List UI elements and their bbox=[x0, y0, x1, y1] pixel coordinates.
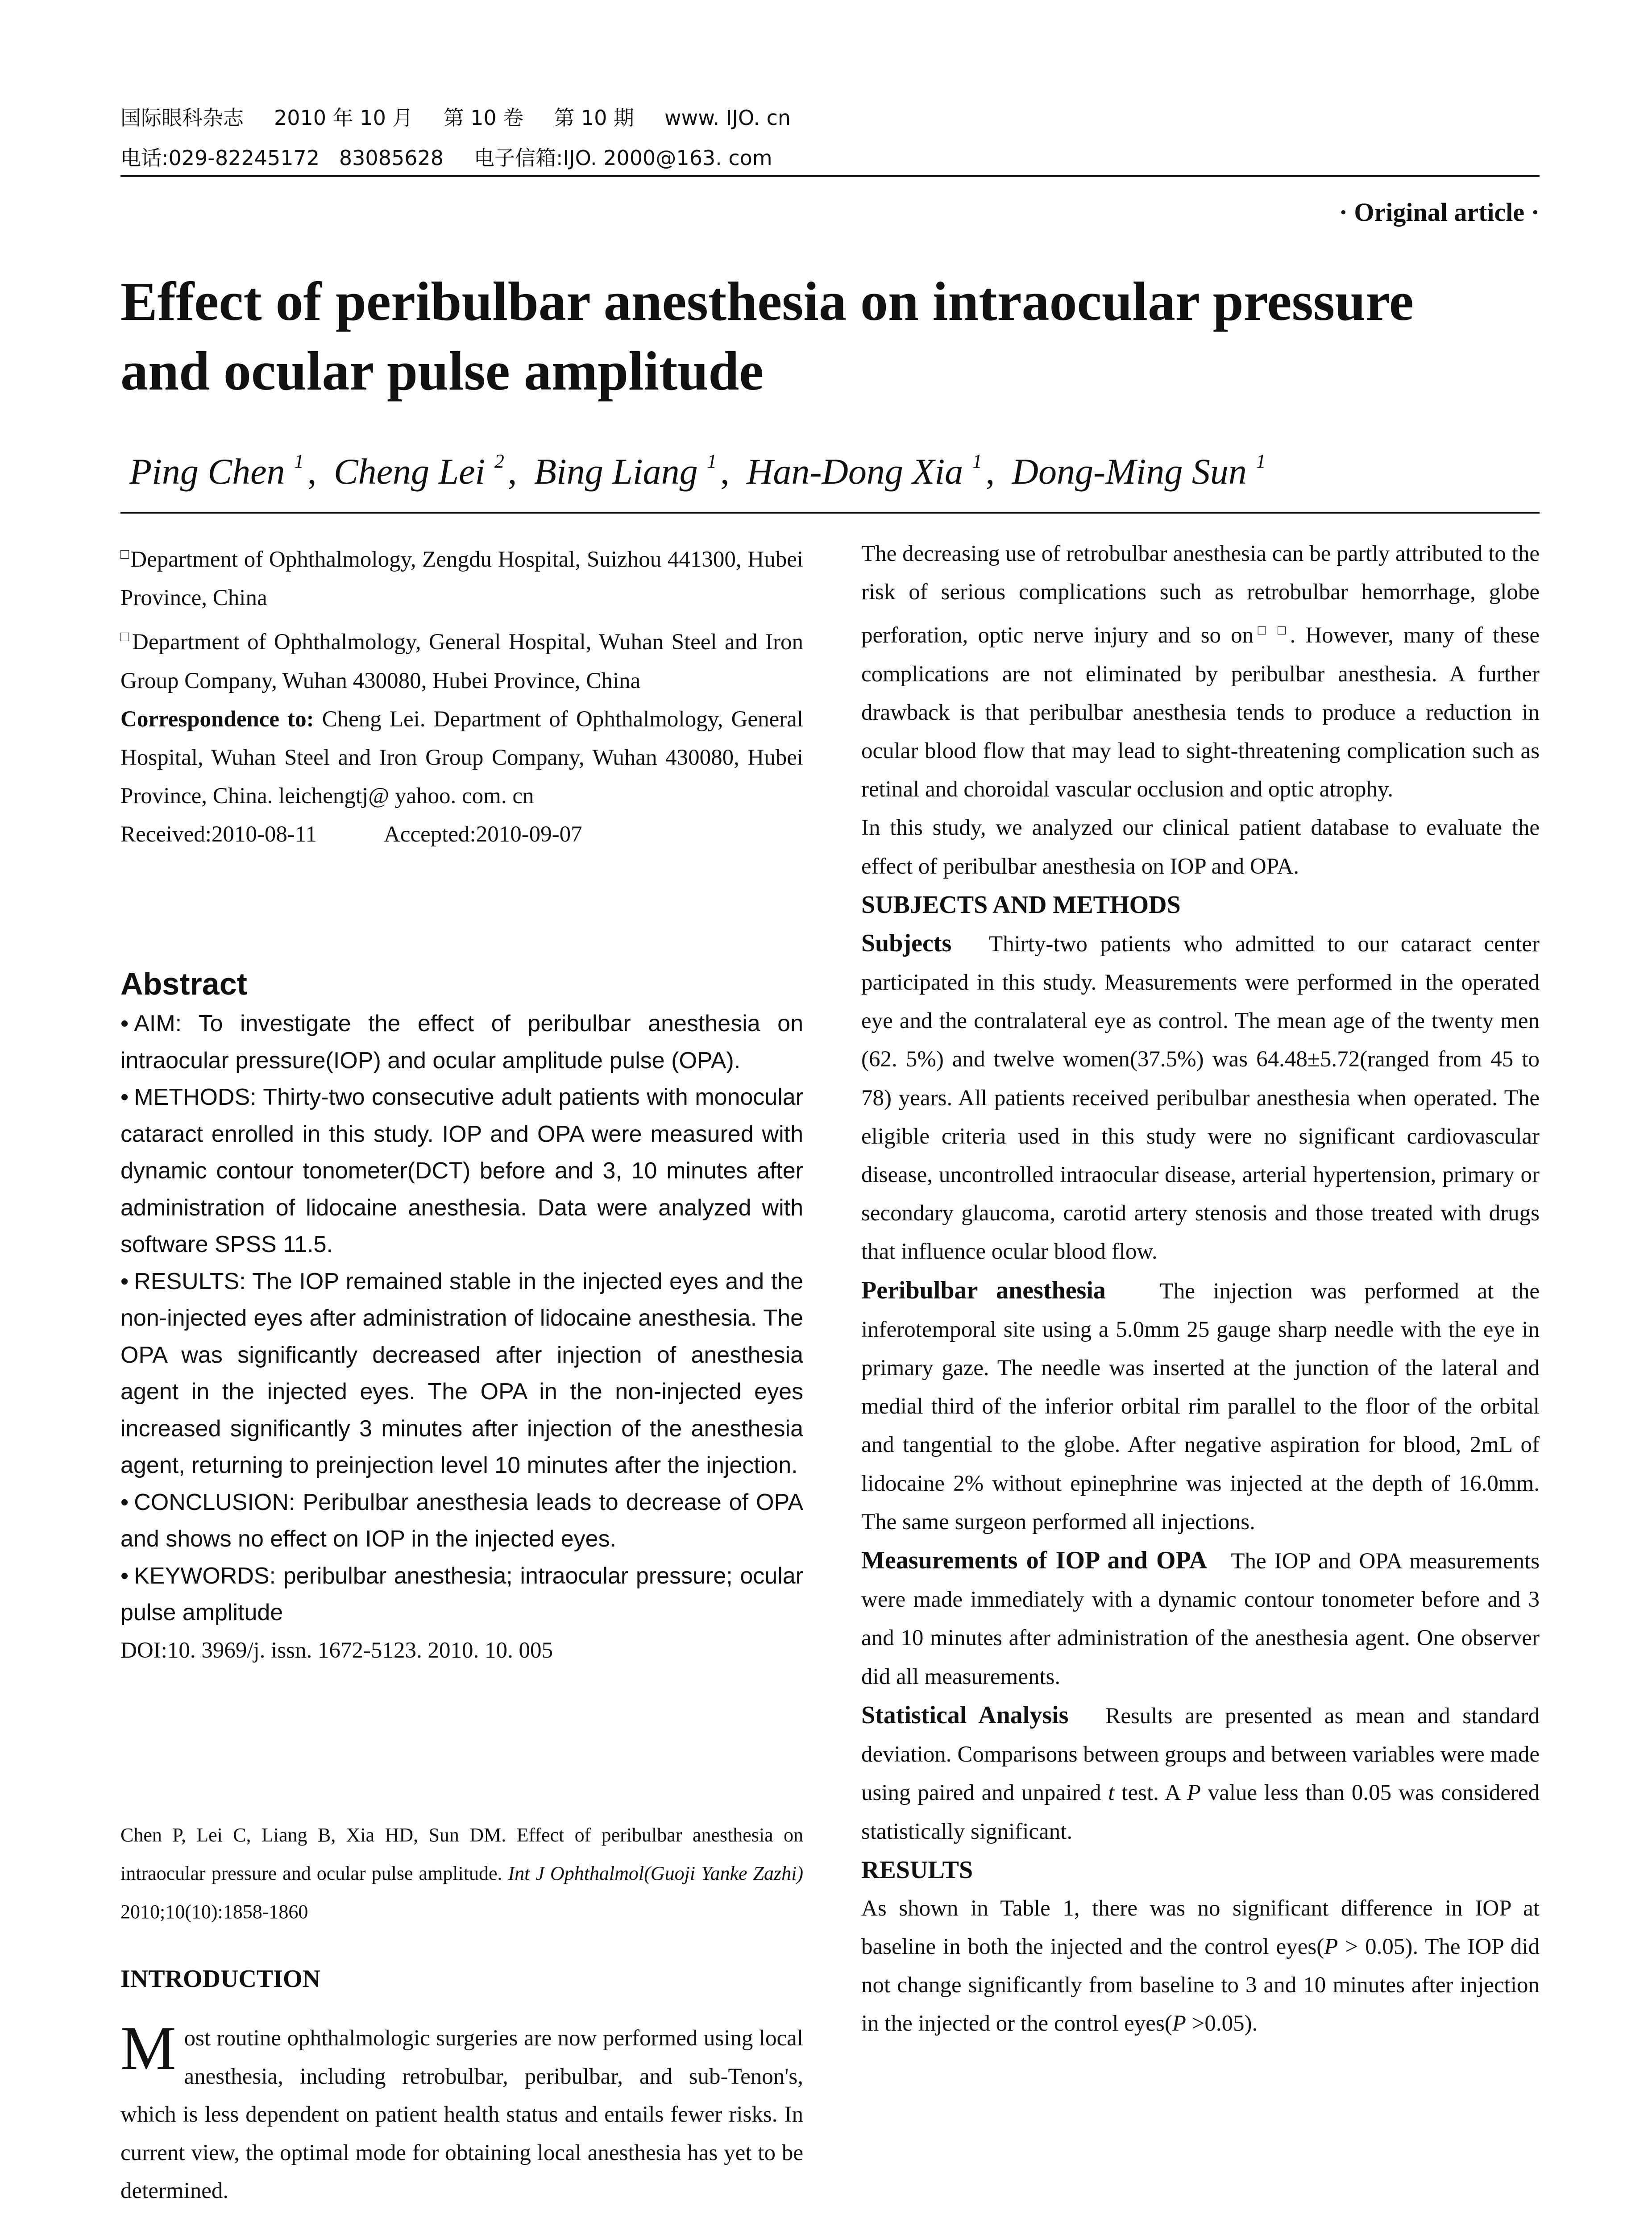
author-name: Han-Dong Xia bbox=[747, 451, 963, 492]
abstract-methods: • METHODS: Thirty-two consecutive adult patients with monocular cataract enrolled in this study. IOP and OPA were measured with dynamic contour tonometer(DCT) before and 3, 10 minutes after administration of lidocaine anesthesia. Data were analyzed with software SPSS 11.5. bbox=[120, 1084, 803, 1257]
author-name: Dong-Ming Sun bbox=[1012, 451, 1247, 492]
drop-cap: M bbox=[120, 2014, 176, 2083]
affiliation-1: □Department of Ophthalmology, Zengdu Hospital, Suizhou 441300, Hubei Province, China bbox=[120, 546, 804, 611]
issue: 第 10 期 bbox=[554, 106, 635, 130]
article-type-label: · Original article · bbox=[1339, 198, 1540, 227]
introduction-paragraph: Most routine ophthalmologic surgeries are now performed using local anesthesia, including retrobulbar, peribulbar, and sub-Tenon's, which is less dependent on patient health status and entails fewer risks. In current view, the optimal mode for obtaining local anesthesia has yet to be determined. bbox=[120, 2014, 803, 2203]
accepted-date: Accepted:2010-09-07 bbox=[383, 822, 582, 847]
journal-phone: 电话:029-82245172 83085628 bbox=[120, 146, 444, 170]
subjects-paragraph: Subjects Thirty-two patients who admitted to our cataract center participated in this study. Measurements were performed in the operated eye and the contralateral eye as control. The mean age of the twenty men (62. 5%) and twelve women(37.5%) was 64.48±5.72(ranged from 45 to 78) years. All patients received peribulbar anesthesia when operated. The eligible criteria used in this study were no significant cardiovascular disease, uncontrolled intraocular disease, arterial hypertension, primary or secondary glaucoma, carotid artery stenosis and those treated with drugs that influence ocular blood flow. bbox=[861, 929, 1540, 1265]
author-name: Cheng Lei bbox=[333, 451, 486, 492]
title-line-1: Effect of peribulbar anesthesia on intraocular pressure bbox=[120, 271, 1414, 332]
journal-email: 电子信箱:IJO. 2000@163. com bbox=[474, 146, 772, 170]
intro-paragraph-2: The decreasing use of retrobulbar anesthesia can be partly attributed to the risk of serious complications such as retrobulbar hemorrhage, globe perforation, optic nerve injury and so on□ □. However, many of these complications are not eliminated by peribulbar anesthesia. A further drawback is that peribulbar anesthesia tends to produce a reduction in ocular blood flow that may lead to sight-threatening complication such as retinal and choroidal vascular occlusion and optic atrophy. bbox=[861, 541, 1540, 802]
doi: DOI:10. 3969/j. issn. 1672-5123. 2010. 10. 005 bbox=[120, 1638, 553, 1663]
abstract-results: • RESULTS: The IOP remained stable in the injected eyes and the non-injected eyes after administration of lidocaine anesthesia. The OPA was significantly decreased after injection of anesthesia agent in the injected eyes. The OPA in the non-injected eyes increased significantly 3 minutes after injection of the anesthesia agent, returning to preinjection level 10 minutes after the injection. bbox=[120, 1268, 803, 1478]
author-rule bbox=[120, 512, 1540, 514]
measurements-paragraph: Measurements of IOP and OPA The IOP and OPA measurements were made immediately with a dynamic contour tonometer before and 3 and 10 minutes after administration of the anesthesia agent. One observer did all measurements. bbox=[861, 1547, 1540, 1689]
header-rule bbox=[120, 175, 1540, 177]
journal-name: 国际眼科杂志 bbox=[120, 106, 244, 130]
statistics-paragraph: Statistical Analysis Results are presented as mean and standard deviation. Comparisons between groups and between variables were made using paired and unpaired t test. A P value less than 0.05 was considered statistically significant. bbox=[861, 1701, 1540, 1844]
intro-paragraph-3: In this study, we analyzed our clinical patient database to evaluate the effect of peribulbar anesthesia on IOP and OPA. bbox=[861, 815, 1540, 879]
running-header-line2 bbox=[120, 142, 1540, 171]
reference-marker: □ □ bbox=[1254, 623, 1290, 638]
abstract-section bbox=[120, 966, 803, 1670]
author-name: Ping Chen bbox=[129, 451, 285, 492]
correspondence-label: Correspondence to: bbox=[120, 706, 314, 732]
correspondence bbox=[120, 700, 803, 816]
peribulbar-subheading: Peribulbar anesthesia bbox=[861, 1276, 1106, 1304]
introduction-heading: INTRODUCTION bbox=[120, 1965, 321, 1993]
abstract-conclusion: • CONCLUSION: Peribulbar anesthesia leads to decrease of OPA and shows no effect on IOP in the injected eyes. bbox=[120, 1489, 803, 1552]
statistics-subheading: Statistical Analysis bbox=[861, 1701, 1069, 1729]
affiliation-2: □Department of Ophthalmology, General Hospital, Wuhan Steel and Iron Group Company, Wuhan 430080, Hubei Province, China bbox=[120, 628, 803, 693]
results-heading: RESULTS bbox=[861, 1856, 973, 1884]
measurements-subheading: Measurements of IOP and OPA bbox=[861, 1547, 1208, 1575]
introduction-section bbox=[120, 1961, 803, 2231]
received-accepted-dates bbox=[120, 815, 803, 854]
issue-date: 2010 年 10 月 bbox=[274, 106, 413, 130]
methods-heading: SUBJECTS AND METHODS bbox=[861, 891, 1181, 919]
right-column bbox=[861, 535, 1540, 2043]
results-paragraph: As shown in Table 1, there was no significant difference in IOP at baseline in both the injected and the control eyes(P > 0.05). The IOP did not change significantly from baseline to 3 and 10 minutes after injection in the injected or the control eyes(P >0.05). bbox=[861, 1895, 1540, 2036]
running-header-line1 bbox=[120, 102, 1540, 131]
abstract-heading: Abstract bbox=[120, 966, 247, 1001]
author-name: Bing Liang bbox=[534, 451, 698, 492]
author-list: Ping Chen $^1$, Cheng Lei $^2$, Bing Liang $^1$, Han-Dong Xia $^1$, Dong-Ming Sun $^1$ bbox=[129, 450, 1266, 492]
received-date: Received:2010-08-11 bbox=[120, 822, 317, 847]
subjects-subheading: Subjects bbox=[861, 929, 952, 957]
correspondence-text: Cheng Lei. Department of Ophthalmology, General Hospital, Wuhan Steel and Iron Group Company, Wuhan 430080, Hubei Province, China. leichengtj@ yahoo. com. cn bbox=[120, 706, 803, 809]
title-line-2: and ocular pulse amplitude bbox=[120, 340, 764, 402]
journal-website: www. IJO. cn bbox=[664, 106, 791, 130]
article-title bbox=[120, 267, 1548, 406]
abstract-keywords: • KEYWORDS: peribulbar anesthesia; intraocular pressure; ocular pulse amplitude bbox=[120, 1563, 803, 1626]
volume: 第 10 卷 bbox=[443, 106, 524, 130]
citation-journal: Int J Ophthalmol(Guoji Yanke Zazhi) bbox=[508, 1862, 804, 1884]
affiliation-block bbox=[120, 535, 803, 854]
abstract-aim: • AIM: To investigate the effect of peribulbar anesthesia on intraocular pressure(IOP) and ocular amplitude pulse (OPA). bbox=[120, 1011, 803, 1074]
peribulbar-paragraph: Peribulbar anesthesia The injection was performed at the inferotemporal site using a 5.0mm 25 gauge sharp needle with the eye in primary gaze. The needle was inserted at the junction of the lateral and medial third of the inferior orbital rim parallel to the floor of the orbital and tangential to the globe. After negative aspiration for blood, 2mL of lidocaine 2% without epinephrine was injected at the depth of 16.0mm. The same surgeon performed all injections. bbox=[861, 1276, 1540, 1534]
citation-block: Chen P, Lei C, Liang B, Xia HD, Sun DM. Effect of peribulbar anesthesia on intraocular pressure and ocular pulse amplitude. Int J Ophthalmol(Guoji Yanke Zazhi) 2010;10(10):1858-1860 bbox=[120, 1824, 804, 1923]
